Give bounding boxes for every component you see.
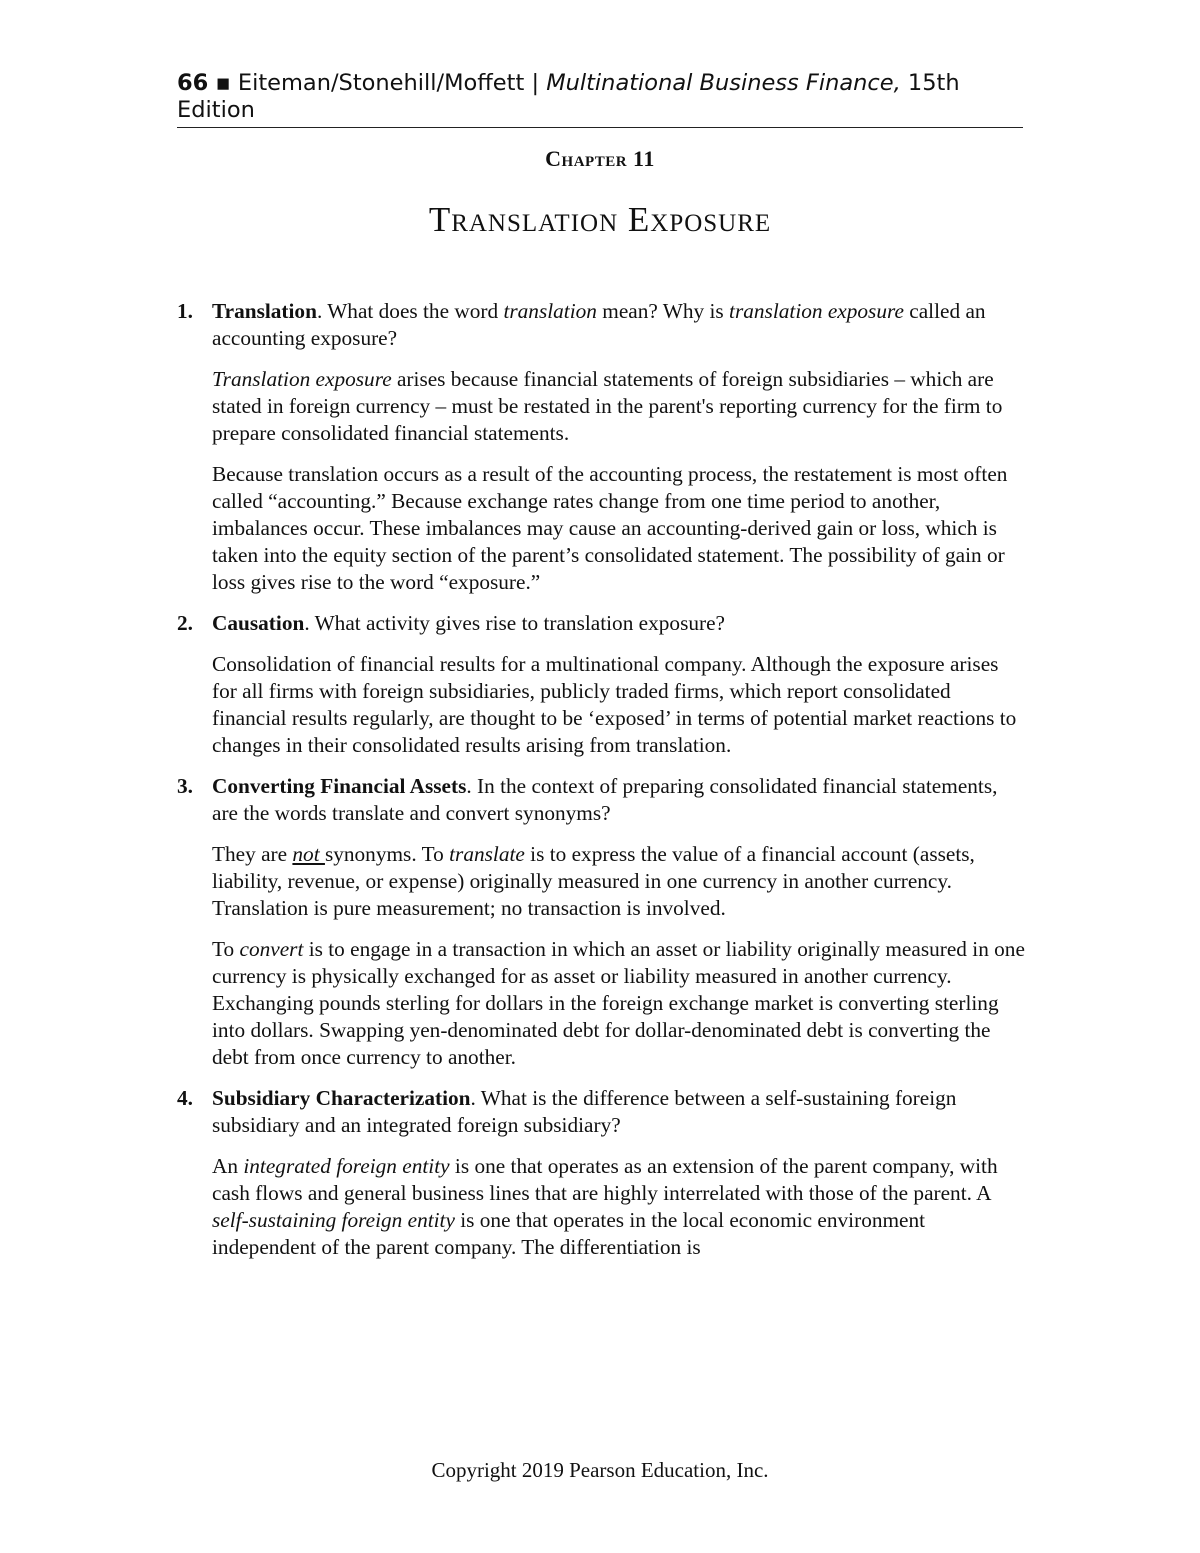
document-body bbox=[177, 298, 1027, 1275]
question-3 bbox=[177, 773, 1027, 827]
answer-text: To bbox=[212, 937, 240, 961]
chapter-heading: Chapter 11 bbox=[545, 146, 655, 171]
answer-text: is one that operates in the local economic environment independent of the parent company. The differentiation is bbox=[212, 1208, 926, 1259]
header-authors: Eiteman/Stonehill/Moffett | bbox=[237, 70, 540, 96]
question-term: Subsidiary Characterization bbox=[212, 1086, 471, 1110]
question-term: Translation bbox=[212, 299, 317, 323]
question-number: 3. bbox=[177, 774, 193, 798]
answer-paragraph bbox=[212, 366, 1027, 447]
header-book-title: Multinational Business Finance, bbox=[546, 70, 901, 96]
answer-text: arises because financial statements of foreign subsidiaries – which are stated in foreign currency – must be restated in the parent's reporting currency for the firm to prepare consolidated financial statements. bbox=[212, 367, 1003, 445]
question-term: Causation bbox=[212, 611, 305, 635]
answer-paragraph: Consolidation of financial results for a multinational company. Although the exposure arises for all firms with foreign subsidiaries, publicly traded firms, which report consolidated financial results regularly, are thought to be ‘exposed’ in terms of potential market reactions to changes in their consolidated results arising from translation. bbox=[212, 652, 1017, 757]
page-footer: Copyright 2019 Pearson Education, Inc. bbox=[431, 1458, 769, 1482]
answer-text: An bbox=[212, 1154, 244, 1178]
answer-text: is one that operates as an extension of the parent company, with cash flows and general business lines that are highly interrelated with those of the parent. A bbox=[212, 1154, 998, 1205]
answer-paragraph bbox=[212, 841, 1027, 922]
question-text-italic: translation exposure bbox=[729, 299, 904, 323]
answer-paragraph bbox=[212, 936, 1027, 1071]
question-number: 4. bbox=[177, 1086, 193, 1110]
answer-italic: translate bbox=[449, 842, 525, 866]
question-2 bbox=[177, 610, 1027, 637]
answer-paragraph bbox=[212, 1153, 1027, 1261]
question-1 bbox=[177, 298, 1027, 352]
question-number: 1. bbox=[177, 299, 193, 323]
header-edition: 15th Edition bbox=[177, 70, 960, 123]
answer-italic: Translation exposure bbox=[212, 367, 392, 391]
answer-paragraph: Because translation occurs as a result of the accounting process, the restatement is most often called “accounting.” Because exchange rates change from one time period to another, imbalances occur. These imbalances may cause an accounting-derived gain or loss, which is taken into the equity section of the parent’s consolidated statement. The possibility of gain or loss gives rise to the word “exposure.” bbox=[212, 462, 1008, 594]
question-text-part: . What activity gives rise to translation exposure? bbox=[304, 611, 726, 635]
question-text-italic: translation bbox=[503, 299, 597, 323]
question-text-part: . In the context of preparing consolidated financial statements, are the words translate and convert synonyms? bbox=[212, 774, 998, 825]
question-text bbox=[212, 1085, 1027, 1139]
answer-underlined: not bbox=[292, 842, 325, 866]
question-text-part: . What is the difference between a self-sustaining foreign subsidiary and an integrated foreign subsidiary? bbox=[212, 1086, 957, 1137]
question-text-part: mean? Why is bbox=[596, 299, 730, 323]
answer-text: They are bbox=[212, 842, 293, 866]
question-number: 2. bbox=[177, 611, 193, 635]
question-text bbox=[212, 773, 1027, 827]
header-separator: ▪ bbox=[215, 70, 231, 96]
answer-text: synonyms. To bbox=[324, 842, 450, 866]
question-4 bbox=[177, 1085, 1027, 1139]
answer-italic: convert bbox=[239, 937, 304, 961]
answer-italic: self-sustaining foreign entity bbox=[212, 1208, 455, 1232]
question-text-part: called an accounting exposure? bbox=[212, 299, 986, 350]
question-text-part: . What does the word bbox=[316, 299, 504, 323]
page-number: 66 bbox=[177, 70, 209, 96]
answer-italic: integrated foreign entity bbox=[243, 1154, 450, 1178]
answer-text: is to engage in a transaction in which an asset or liability originally measured in one currency is physically exchanged for as asset or liability measured in another currency. Exchanging pounds sterling for dollars in the foreign exchange market is converting sterling into dollars. Swapping yen-denominated debt for dollar-denominated debt is converting the debt from once currency to another. bbox=[212, 937, 1025, 1069]
question-text bbox=[212, 298, 1027, 352]
question-text bbox=[212, 610, 1027, 637]
answer-text: is to express the value of a financial account (assets, liability, revenue, or expense) originally measured in one currency in another currency. Translation is pure measurement; no transaction is involved. bbox=[212, 842, 975, 920]
running-header bbox=[177, 70, 1023, 128]
question-term: Converting Financial Assets bbox=[212, 774, 467, 798]
chapter-title: Translation Exposure bbox=[428, 200, 772, 239]
